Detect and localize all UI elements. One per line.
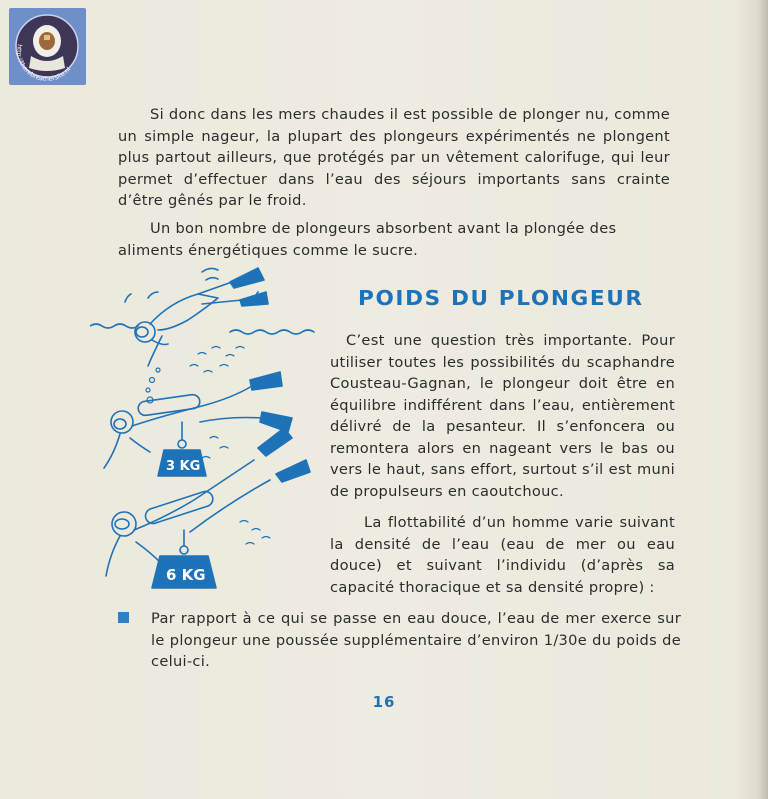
fin-icon	[258, 428, 292, 456]
splash-marks	[202, 268, 218, 280]
page-edge-shadow	[758, 0, 768, 799]
paragraph-sugar: Un bon nombre de plongeurs absorbent avant la plongée des aliments énergétiques comme le sucre.	[118, 220, 617, 259]
page-number: 16	[372, 693, 396, 711]
diver-surface	[135, 274, 258, 366]
svg-text:http://therebreathersite.nl	[15, 44, 72, 83]
wave-line-left	[90, 324, 138, 328]
bullet-square	[118, 612, 129, 623]
logo-text: http://therebreathersite.nl	[15, 43, 73, 83]
paragraph-equilibrium: C’est une question très importante. Pour utiliser toutes les possibilités du scaphandre Cousteau-Gagnan, le plongeur doit être en équilibre indifférent dans l’eau, entièrement délivré de la pesanteur. Il s’enfoncera ou remontera alors en nageant vers le bas ou vers le haut, sans effort, surtout s’il est muni de propulseurs en caoutchouc.	[330, 332, 675, 500]
weight-3kg-label: 3 KG	[166, 459, 201, 474]
paragraph-buoyancy: La flottabilité d’un homme varie suivant la densité de l’eau (eau de mer ou eau douce) et suivant l’individu (d’après sa capacité thoracique et sa densité propre) :	[330, 514, 675, 596]
site-logo[interactable]	[9, 8, 86, 85]
fin-icon	[250, 372, 282, 390]
paragraph-sea-water: Par rapport à ce qui se passe en eau douce, l’eau de mer exerce sur le plongeur une poussée supplémentaire d’environ 1/30e du poids de celui-ci.	[151, 610, 681, 670]
paragraph-cold-water: Si donc dans les mers chaudes il est possible de plonger nu, comme un simple nageur, la plupart des plongeurs expérimentés ne plongent plus partout ailleurs, que protégés par un vêtement calorifuge, qui leur permet d’effectuer dans l’eau des séjours importants sans crainte d’être gênés par le froid.	[118, 106, 670, 209]
section-title: POIDS DU PLONGEUR	[358, 286, 644, 310]
divers-illustration	[90, 262, 335, 602]
wave-line-right	[230, 330, 314, 334]
fin-icon	[230, 268, 264, 288]
logo-text-ring	[9, 8, 86, 85]
weight-6kg-label: 6 KG	[166, 566, 206, 584]
